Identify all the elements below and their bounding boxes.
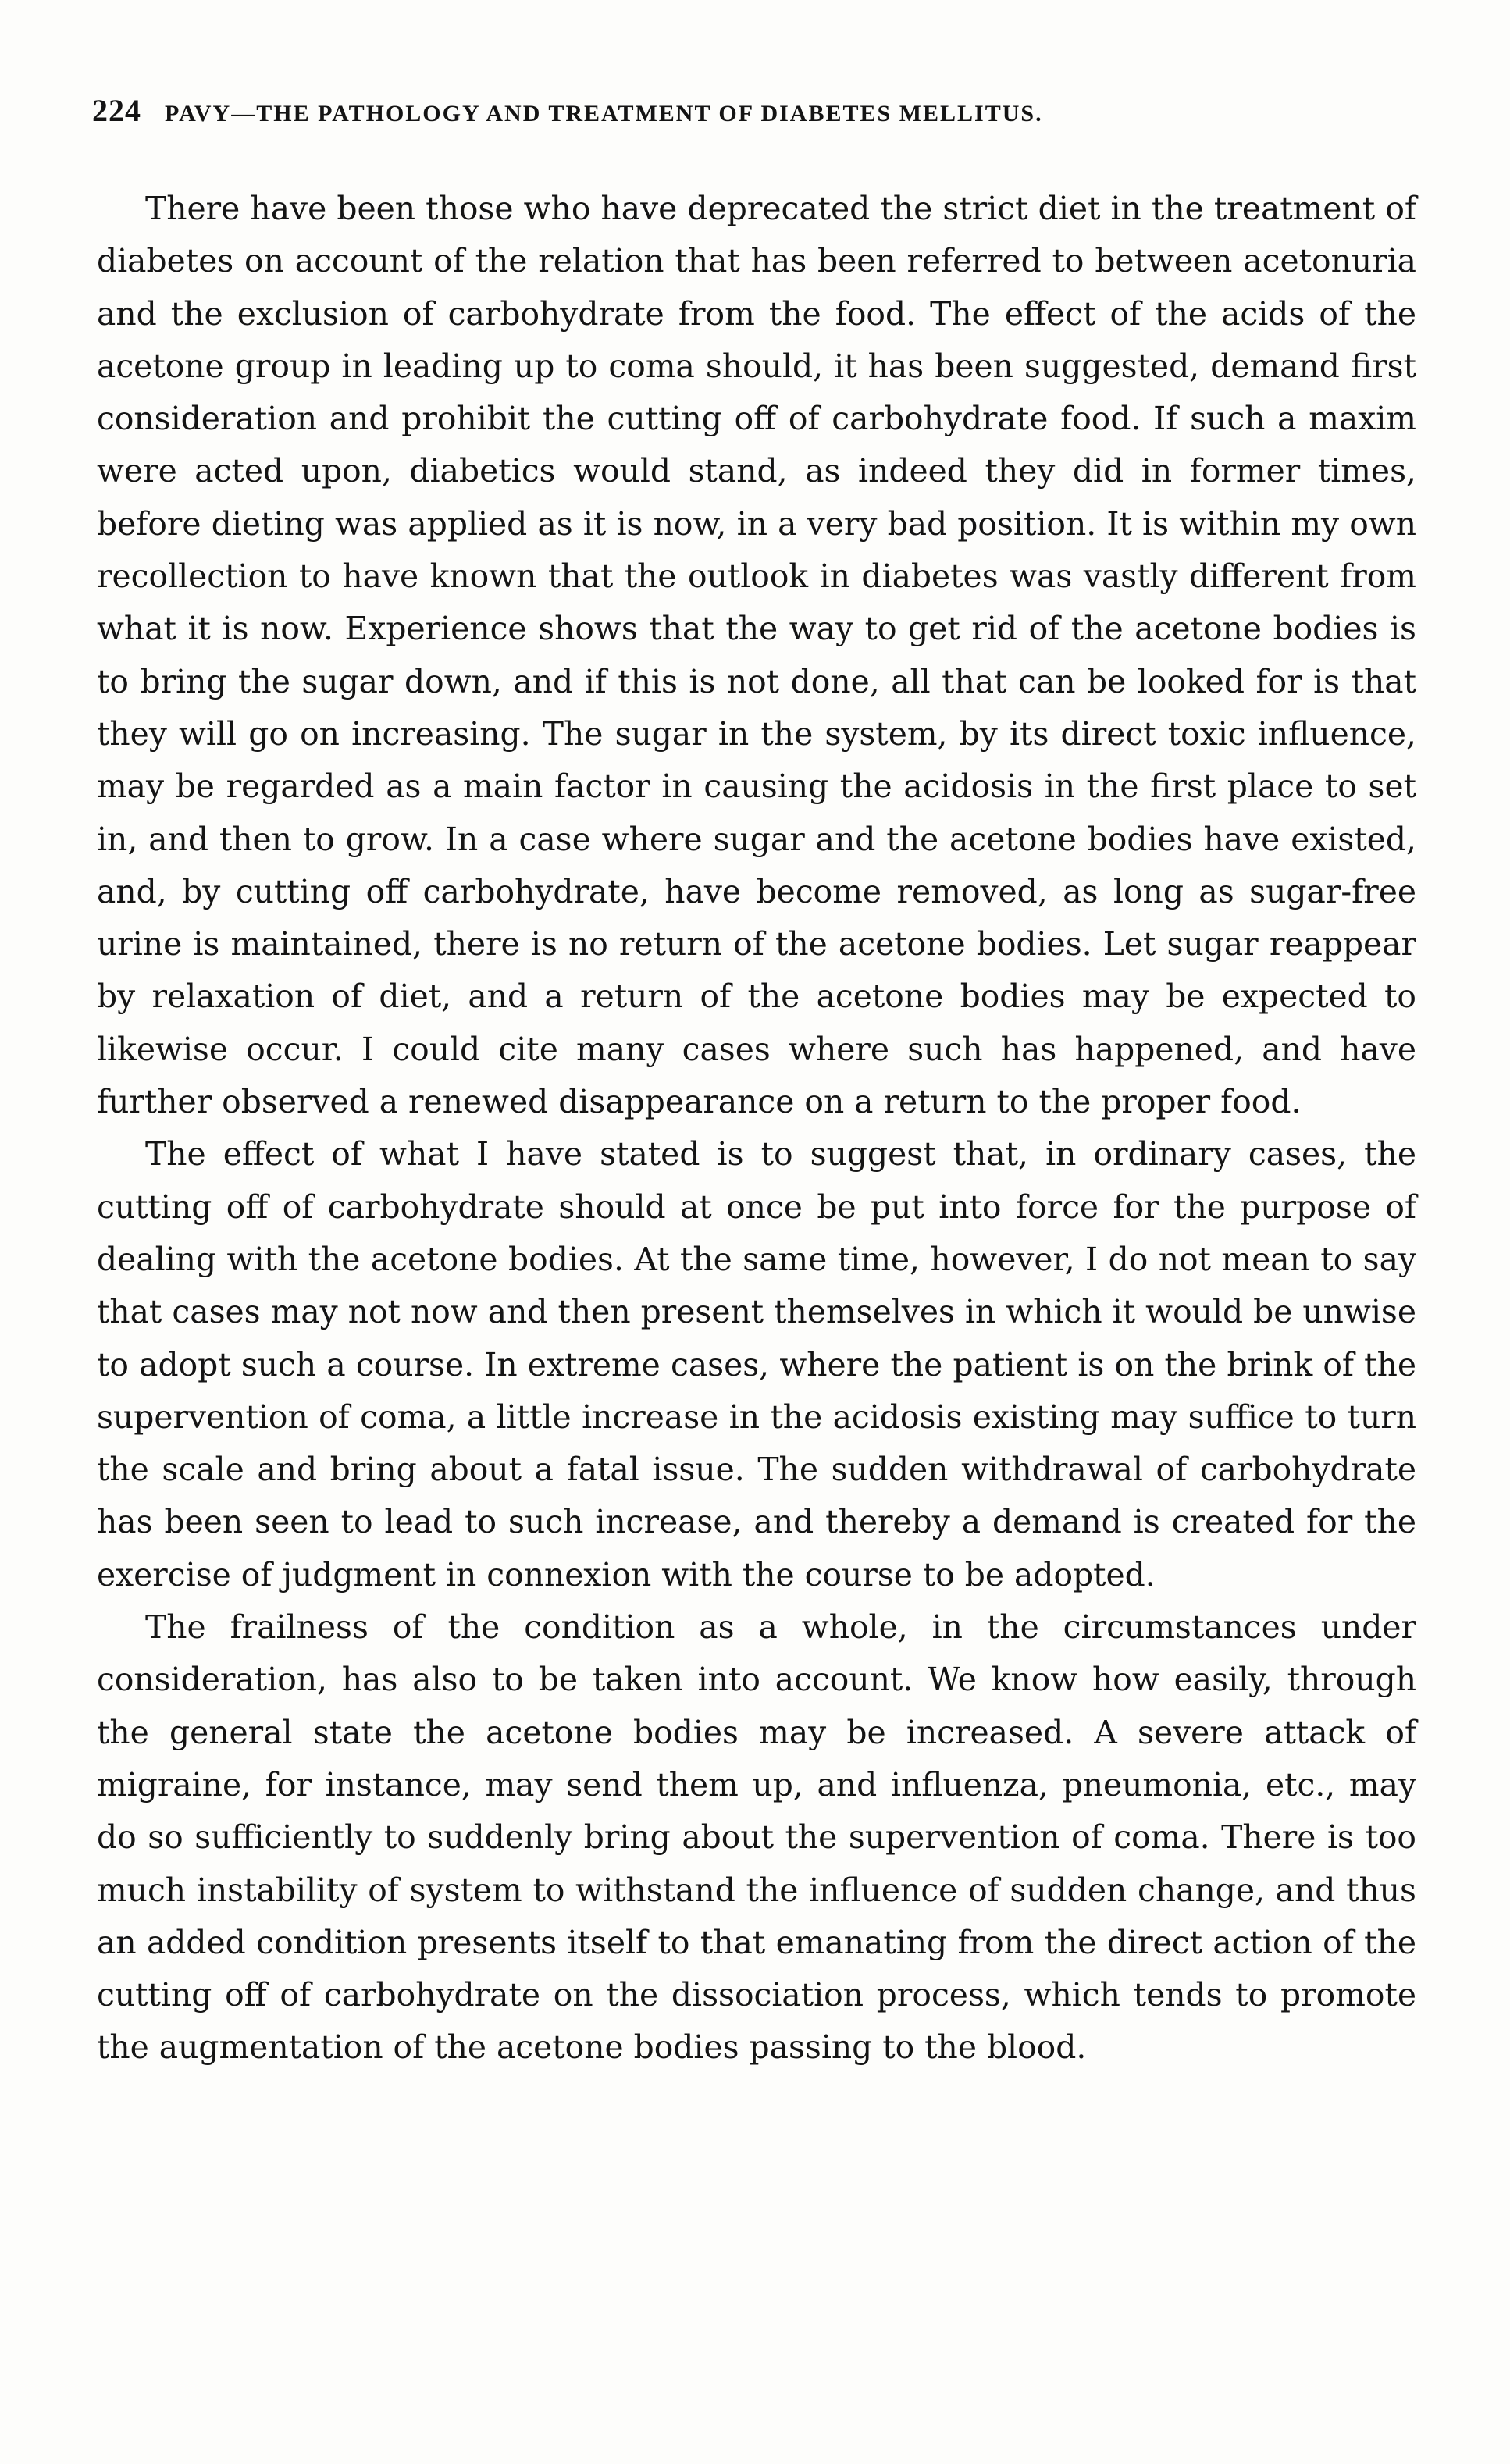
paragraph-2: The effect of what I have stated is to suggest that, in ordinary cases, the cutting off of carbohydrate should at once be put into force for the purpose of dealing with the acetone bodies. At the same time, however, I do not mean to say that cases may not now and then present themselves in which it would be unwise to adopt such a course. In extreme cases, where the patient is on the brink of the supervention of coma, a little increase in the acidosis existing may suffice to turn the scale and bring about a fatal issue. The sudden withdrawal of carbohydrate has been seen to lead to such increase, and thereby a demand is created for the exercise of judgment in connexion with the course to be adopted. (97, 1135, 1416, 1593)
page-number: 224 (92, 93, 141, 128)
running-head (92, 92, 1419, 129)
paragraph-3: The frailness of the condition as a whole, in the circumstances under consideration, has also to be taken into account. We know how easily, through the general state the acetone bodies may be increased. A severe attack of migraine, for instance, may send them up, and influenza, pneumonia, etc., may do so sufficiently to suddenly bring about the supervention of coma. There is too much instability of system to withstand the influence of sudden change, and thus an added condition presents itself to that emanating from the direct action of the cutting off of carbohydrate on the dissociation process, which tends to promote the augmentation of the acetone bodies passing to the blood. (97, 1608, 1416, 2067)
paragraph-1: There have been those who have deprecated the strict diet in the treatment of diabetes on account of the relation that has been referred to between acetonuria and the exclusion of carbohydrate from the food. The effect of the acids of the acetone group in leading up to coma should, it has been suggested, demand first consideration and prohibit the cutting off of carbohydrate food. If such a maxim were acted upon, diabetics would stand, as indeed they did in former times, before dieting was applied as it is now, in a very bad position. It is within my own recollection to have known that the outlook in diabetes was vastly different from what it is now. Experience shows that the way to get rid of the acetone bodies is to bring the sugar down, and if this is not done, all that can be looked for is that they will go on increasing. The sugar in the system, by its direct toxic influence, may be regarded as a main factor in causing the acidosis in the first place to set in, and then to grow. In a case where sugar and the acetone bodies have existed, and, by cutting off carbohydrate, have become removed, as long as sugar-free urine is maintained, there is no return of the acetone bodies. Let sugar reappear by relaxation of diet, and a return of the acetone bodies may be expected to likewise occur. I could cite many cases where such has happened, and have further observed a renewed disappearance on a return to the proper food. (97, 190, 1416, 1121)
body-text (97, 183, 1416, 2074)
running-title: PAVY—THE PATHOLOGY AND TREATMENT OF DIABETES MELLITUS. (165, 101, 1043, 126)
